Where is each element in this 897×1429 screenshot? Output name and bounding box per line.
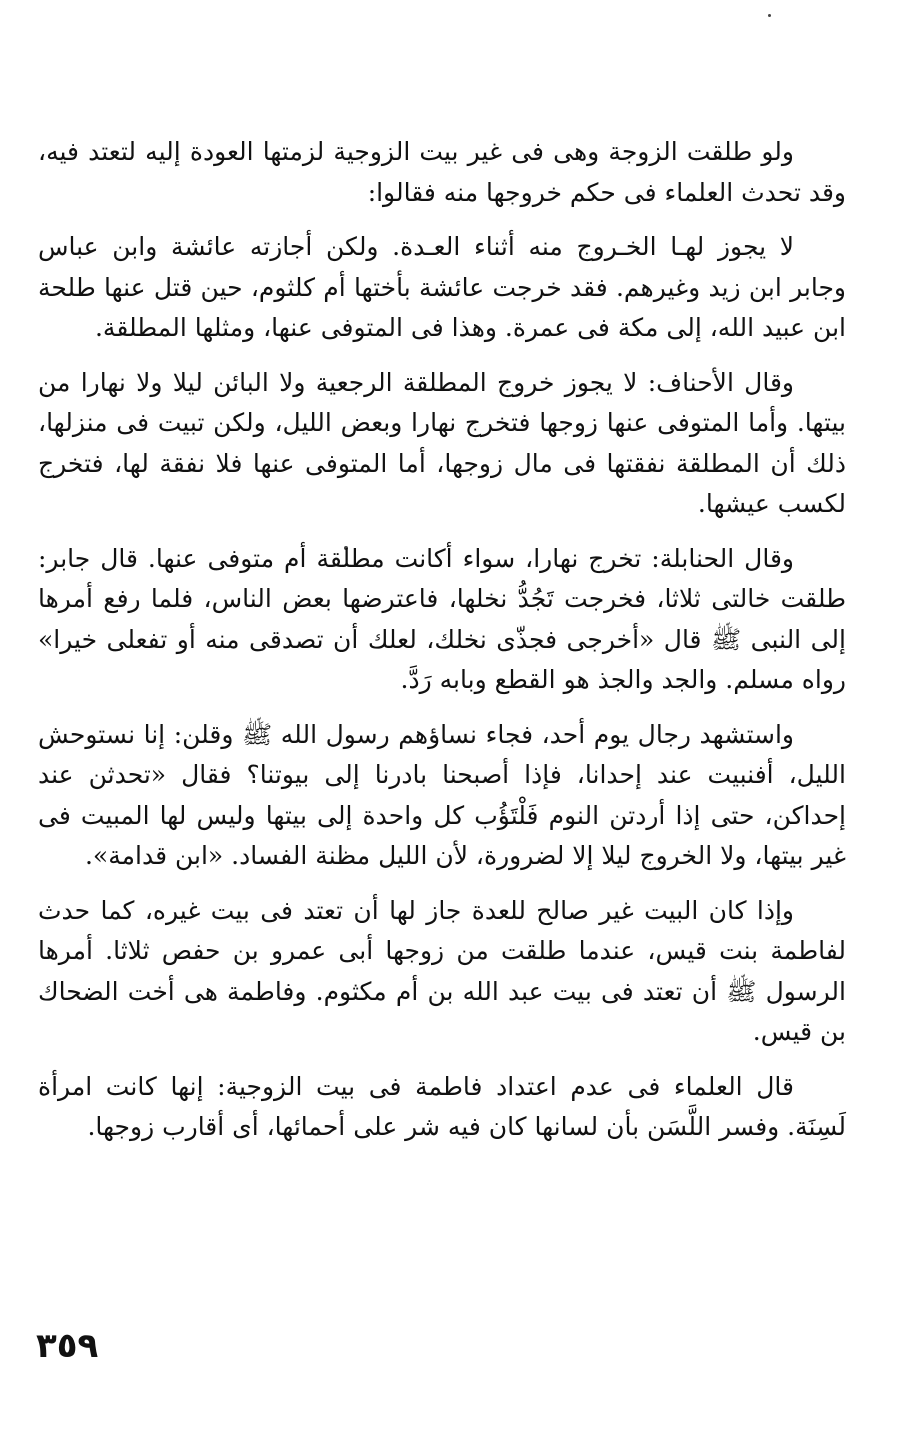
page-number: ٣٥٩	[36, 1326, 99, 1366]
scan-speck	[768, 14, 771, 17]
paragraph-5: واستشهد رجال يوم أحد، فجاء نساؤهم رسول الله ﷺ وقلن: إنا نستوحش الليل، أفنبيت عند إحدانا، فإذا أصبحنا بادرنا إلى بيوتنا؟ فقال «تحدثن عند إحداكن، حتى إذا أردتن النوم فَلْتَؤُب كل واحدة إلى بيتها وليس لها المبيت فى غير بيتها، ولا الخروج ليلا إلا لضرورة، لأن الليل مظنة الفساد. «ابن قدامة».	[38, 719, 846, 870]
paragraph-4: وقال الحنابلة: تخرج نهارا، سواء أكانت مطلقة أم متوفى عنها. قال جابر: طلقت خالتى ثلاثا، فخرجت تَجُدُّ نخلها، فاعترضها بعض الناس، فلما رفع أمرها إلى النبى ﷺ قال «أخرجى فجذّى نخلك، لعلك أن تصدقى منه أو تفعلى خيرا» رواه مسلم. والجد والجذ هو القطع وبابه رَدَّ.	[38, 543, 846, 694]
page-body	[38, 132, 846, 1162]
paragraph-7: قال العلماء فى عدم اعتداد فاطمة فى بيت الزوجية: إنها كانت امرأة لَسِنَة. وفسر اللَّسَن بأن لسانها كان فيه شر على أحمائها، أى أقارب زوجها.	[38, 1071, 846, 1141]
paragraph-6: وإذا كان البيت غير صالح للعدة جاز لها أن تعتد فى بيت غيره، كما حدث لفاطمة بنت قيس، عندما طلقت من زوجها أبى عمرو بن حفص ثلاثا. أمرها الرسول ﷺ أن تعتد فى بيت عبد الله بن أم مكثوم. وفاطمة هى أخت الضحاك بن قيس.	[38, 895, 846, 1046]
paragraph-2: لا يجوز لهـا الخـروج منه أثناء العـدة. ولكن أجازته عائشة وابن عباس وجابر ابن زيد وغيرهم. فقد خرجت عائشة بأختها أم كلثوم، حين قتل عنها طلحة ابن عبيد الله، إلى مكة فى عمرة. وهذا فى المتوفى عنها، ومثلها المطلقة.	[38, 232, 846, 342]
paragraph-1: ولو طلقت الزوجة وهى فى غير بيت الزوجية لزمتها العودة إليه لتعتد فيه، وقد تحدث العلماء فى حكم خروجها منه فقالوا:	[38, 137, 846, 207]
paragraph-3: وقال الأحناف: لا يجوز خروج المطلقة الرجعية ولا البائن ليلا ولا نهارا من بيتها. وأما المتوفى عنها زوجها فتخرج نهارا وبعض الليل، ولكن تبيت فى منزلها، ذلك أن المطلقة نفقتها فى مال زوجها، أما المتوفى عنها فلا نفقة لها، فتخرج لكسب عيشها.	[38, 367, 846, 518]
